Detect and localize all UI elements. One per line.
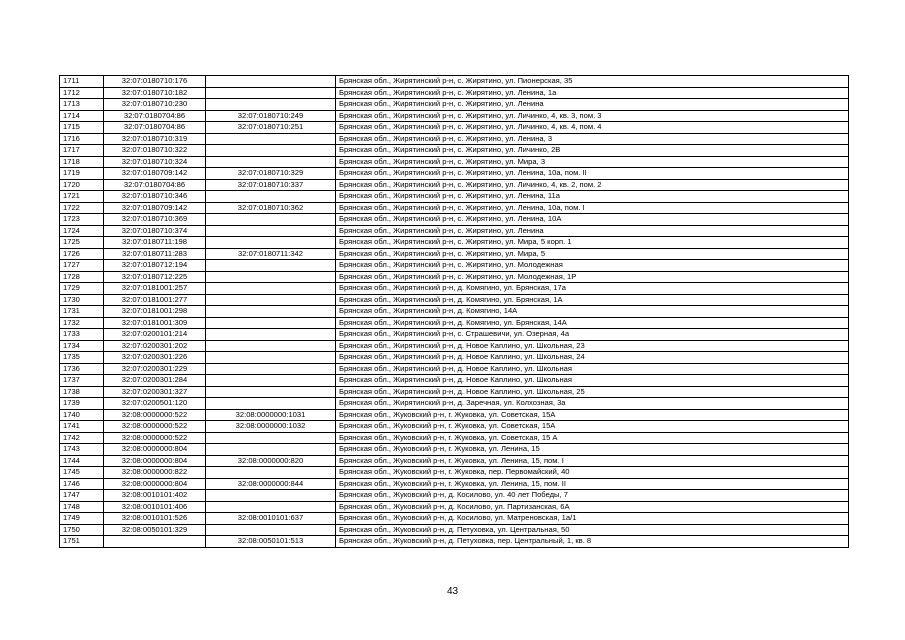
address-cell: Брянская обл., Жирятинский р-н, д. Новое Каплино, ул. Школьная [336,375,849,387]
cadastral-number-cell: 32:07:0180704:86 [104,179,206,191]
address-cell: Брянская обл., Жуковский р-н, д. Петуховка, ул. Центральная, 50 [336,524,849,536]
address-cell: Брянская обл., Жирятинский р-н, с. Жирятино, ул. Ленина [336,99,849,111]
premises-cadastral-number-cell [206,133,336,145]
premises-cadastral-number-cell [206,271,336,283]
row-number-cell: 1718 [60,156,104,168]
premises-cadastral-number-cell: 32:07:0180711:342 [206,248,336,260]
cadastral-number-cell: 32:07:0200301:202 [104,340,206,352]
table-row [60,283,849,295]
cadastral-number-cell: 32:07:0200301:229 [104,363,206,375]
row-number-cell: 1732 [60,317,104,329]
table-row [60,110,849,122]
premises-cadastral-number-cell [206,386,336,398]
cadastral-number-cell: 32:07:0180710:374 [104,225,206,237]
row-number-cell: 1720 [60,179,104,191]
cadastral-number-cell: 32:08:0010101:406 [104,501,206,513]
table-row [60,478,849,490]
cadastral-number-cell: 32:07:0180710:182 [104,87,206,99]
row-number-cell: 1711 [60,76,104,88]
premises-cadastral-number-cell [206,352,336,364]
address-cell: Брянская обл., Жирятинский р-н, с. Жирятино, ул. Ленина, 1а [336,87,849,99]
table-row [60,363,849,375]
row-number-cell: 1749 [60,513,104,525]
premises-cadastral-number-cell [206,363,336,375]
row-number-cell: 1746 [60,478,104,490]
cadastral-number-cell: 32:08:0050101:329 [104,524,206,536]
premises-cadastral-number-cell: 32:08:0010101:637 [206,513,336,525]
cadastral-number-cell: 32:07:0200101:214 [104,329,206,341]
cadastral-number-cell: 32:07:0180710:319 [104,133,206,145]
premises-cadastral-number-cell [206,76,336,88]
cadastral-number-cell: 32:08:0000000:822 [104,467,206,479]
premises-cadastral-number-cell [206,375,336,387]
address-cell: Брянская обл., Жуковский р-н, г. Жуковка, ул. Ленина, 15, пом. I [336,455,849,467]
cadastral-number-cell: 32:07:0180712:225 [104,271,206,283]
row-number-cell: 1723 [60,214,104,226]
address-cell: Брянская обл., Жирятинский р-н, д. Заречная, ул. Колхозная, 3а [336,398,849,410]
row-number-cell: 1737 [60,375,104,387]
address-cell: Брянская обл., Жуковский р-н, г. Жуковка, пер. Первомайский, 40 [336,467,849,479]
address-cell: Брянская обл., Жуковский р-н, д. Косилово, ул. 40 лет Победы, 7 [336,490,849,502]
cadastral-number-cell: 32:08:0000000:522 [104,409,206,421]
table-row [60,536,849,548]
cadastral-number-cell: 32:07:0180712:194 [104,260,206,272]
address-cell: Брянская обл., Жирятинский р-н, д. Комягино, ул. Брянская, 17а [336,283,849,295]
table-row [60,133,849,145]
row-number-cell: 1741 [60,421,104,433]
premises-cadastral-number-cell [206,444,336,456]
address-cell: Брянская обл., Жирятинский р-н, с. Жирятино, ул. Молодежная, 1Р [336,271,849,283]
address-cell: Брянская обл., Жирятинский р-н, с. Жирятино, ул. Молодежная [336,260,849,272]
table-row [60,214,849,226]
address-cell: Брянская обл., Жирятинский р-н, с. Жирятино, ул. Личинко, 2В [336,145,849,157]
table-row [60,340,849,352]
address-cell: Брянская обл., Жуковский р-н, г. Жуковка, ул. Ленина, 15, пом. II [336,478,849,490]
premises-cadastral-number-cell: 32:07:0180710:362 [206,202,336,214]
row-number-cell: 1725 [60,237,104,249]
table-row [60,145,849,157]
table-row [60,524,849,536]
address-cell: Брянская обл., Жуковский р-н, д. Косилово, ул. Партизанская, 6А [336,501,849,513]
table-row [60,122,849,134]
premises-cadastral-number-cell [206,490,336,502]
premises-cadastral-number-cell [206,398,336,410]
row-number-cell: 1721 [60,191,104,203]
table-row [60,202,849,214]
premises-cadastral-number-cell: 32:08:0000000:1032 [206,421,336,433]
row-number-cell: 1738 [60,386,104,398]
address-cell: Брянская обл., Жирятинский р-н, д. Комягино, 14А [336,306,849,318]
row-number-cell: 1733 [60,329,104,341]
premises-cadastral-number-cell [206,87,336,99]
row-number-cell: 1715 [60,122,104,134]
row-number-cell: 1730 [60,294,104,306]
row-number-cell: 1743 [60,444,104,456]
table-row [60,271,849,283]
premises-cadastral-number-cell [206,214,336,226]
address-cell: Брянская обл., Жирятинский р-н, д. Новое Каплино, ул. Школьная, 23 [336,340,849,352]
cadastral-number-cell: 32:07:0180710:230 [104,99,206,111]
row-number-cell: 1751 [60,536,104,548]
address-cell: Брянская обл., Жирятинский р-н, с. Жирятино, ул. Ленина, 10А [336,214,849,226]
address-cell: Брянская обл., Жирятинский р-н, с. Жирятино, ул. Ленина, 10а, пом. II [336,168,849,180]
address-cell: Брянская обл., Жирятинский р-н, с. Жирятино, ул. Ленина, 3 [336,133,849,145]
cadastral-number-cell: 32:07:0200301:226 [104,352,206,364]
cadastral-number-cell: 32:07:0180711:283 [104,248,206,260]
cadastral-number-cell: 32:07:0180710:176 [104,76,206,88]
premises-cadastral-number-cell [206,294,336,306]
address-cell: Брянская обл., Жирятинский р-н, с. Жирятино, ул. Пионерская, 35 [336,76,849,88]
table-row [60,329,849,341]
table-row [60,168,849,180]
row-number-cell: 1727 [60,260,104,272]
row-number-cell: 1714 [60,110,104,122]
table-row [60,444,849,456]
cadastral-number-cell: 32:07:0181001:298 [104,306,206,318]
table-row [60,179,849,191]
premises-cadastral-number-cell [206,260,336,272]
table-row [60,237,849,249]
cadastral-number-cell: 32:07:0181001:277 [104,294,206,306]
premises-cadastral-number-cell: 32:08:0000000:1031 [206,409,336,421]
premises-cadastral-number-cell [206,317,336,329]
row-number-cell: 1712 [60,87,104,99]
premises-cadastral-number-cell: 32:08:0000000:844 [206,478,336,490]
premises-cadastral-number-cell [206,524,336,536]
cadastral-number-cell: 32:07:0180711:198 [104,237,206,249]
cadastral-number-cell: 32:07:0180704:86 [104,110,206,122]
cadastral-number-cell [104,536,206,548]
row-number-cell: 1724 [60,225,104,237]
address-cell: Брянская обл., Жуковский р-н, д. Петуховка, пер. Центральный, 1, кв. 8 [336,536,849,548]
premises-cadastral-number-cell [206,191,336,203]
premises-cadastral-number-cell [206,99,336,111]
premises-cadastral-number-cell [206,467,336,479]
row-number-cell: 1735 [60,352,104,364]
table-row [60,156,849,168]
table-row [60,294,849,306]
table-row [60,375,849,387]
property-registry-table [59,75,849,548]
address-cell: Брянская обл., Жирятинский р-н, д. Комягино, ул. Брянская, 14А [336,317,849,329]
address-cell: Брянская обл., Жирятинский р-н, д. Комягино, ул. Брянская, 1А [336,294,849,306]
premises-cadastral-number-cell [206,145,336,157]
premises-cadastral-number-cell [206,306,336,318]
address-cell: Брянская обл., Жуковский р-н, г. Жуковка, ул. Ленина, 15 [336,444,849,456]
premises-cadastral-number-cell [206,501,336,513]
address-cell: Брянская обл., Жирятинский р-н, д. Новое Каплино, ул. Школьная [336,363,849,375]
address-cell: Брянская обл., Жирятинский р-н, с. Жирятино, ул. Мира, 3 [336,156,849,168]
table-row [60,513,849,525]
address-cell: Брянская обл., Жуковский р-н, д. Косилово, ул. Матреновская, 1а/1 [336,513,849,525]
cadastral-number-cell: 32:07:0180710:346 [104,191,206,203]
table-row [60,467,849,479]
address-cell: Брянская обл., Жирятинский р-н, с. Жирятино, ул. Мира, 5 [336,248,849,260]
address-cell: Брянская обл., Жирятинский р-н, с. Жирятино, ул. Личинко, 4, кв. 2, пом. 2 [336,179,849,191]
premises-cadastral-number-cell: 32:07:0180710:251 [206,122,336,134]
address-cell: Брянская обл., Жирятинский р-н, д. Новое Каплино, ул. Школьная, 25 [336,386,849,398]
premises-cadastral-number-cell [206,432,336,444]
table-row [60,421,849,433]
row-number-cell: 1717 [60,145,104,157]
premises-cadastral-number-cell [206,237,336,249]
premises-cadastral-number-cell [206,156,336,168]
page-number: 43 [446,586,459,597]
table-row [60,432,849,444]
address-cell: Брянская обл., Жирятинский р-н, д. Новое Каплино, ул. Школьная, 24 [336,352,849,364]
cadastral-number-cell: 32:08:0010101:402 [104,490,206,502]
address-cell: Брянская обл., Жирятинский р-н, с. Страшевичи, ул. Озерная, 4а [336,329,849,341]
premises-cadastral-number-cell [206,225,336,237]
table-row [60,76,849,88]
row-number-cell: 1719 [60,168,104,180]
cadastral-number-cell: 32:08:0000000:522 [104,432,206,444]
table-row [60,352,849,364]
row-number-cell: 1739 [60,398,104,410]
cadastral-number-cell: 32:07:0181001:309 [104,317,206,329]
row-number-cell: 1726 [60,248,104,260]
table-row [60,455,849,467]
table-row [60,248,849,260]
cadastral-number-cell: 32:08:0000000:804 [104,444,206,456]
premises-cadastral-number-cell [206,283,336,295]
cadastral-number-cell: 32:08:0000000:804 [104,478,206,490]
row-number-cell: 1747 [60,490,104,502]
row-number-cell: 1731 [60,306,104,318]
premises-cadastral-number-cell: 32:07:0180710:337 [206,179,336,191]
address-cell: Брянская обл., Жирятинский р-н, с. Жирятино, ул. Личинко, 4, кв. 3, пом. 3 [336,110,849,122]
row-number-cell: 1745 [60,467,104,479]
address-cell: Брянская обл., Жирятинский р-н, с. Жирятино, ул. Ленина, 10а, пом. I [336,202,849,214]
premises-cadastral-number-cell [206,340,336,352]
cadastral-number-cell: 32:07:0200501:120 [104,398,206,410]
table-row [60,306,849,318]
table-row [60,501,849,513]
row-number-cell: 1742 [60,432,104,444]
premises-cadastral-number-cell: 32:08:0000000:820 [206,455,336,467]
cadastral-number-cell: 32:08:0000000:522 [104,421,206,433]
table-row [60,386,849,398]
row-number-cell: 1729 [60,283,104,295]
row-number-cell: 1736 [60,363,104,375]
table-row [60,317,849,329]
row-number-cell: 1734 [60,340,104,352]
address-cell: Брянская обл., Жирятинский р-н, с. Жирятино, ул. Ленина [336,225,849,237]
table-row [60,225,849,237]
cadastral-number-cell: 32:07:0180709:142 [104,168,206,180]
row-number-cell: 1748 [60,501,104,513]
premises-cadastral-number-cell: 32:08:0050101:513 [206,536,336,548]
premises-cadastral-number-cell: 32:07:0180710:329 [206,168,336,180]
cadastral-number-cell: 32:07:0181001:257 [104,283,206,295]
address-cell: Брянская обл., Жирятинский р-н, с. Жирятино, ул. Мира, 5 корп. 1 [336,237,849,249]
premises-cadastral-number-cell: 32:07:0180710:249 [206,110,336,122]
row-number-cell: 1740 [60,409,104,421]
cadastral-number-cell: 32:07:0180710:324 [104,156,206,168]
premises-cadastral-number-cell [206,329,336,341]
row-number-cell: 1744 [60,455,104,467]
row-number-cell: 1713 [60,99,104,111]
row-number-cell: 1750 [60,524,104,536]
row-number-cell: 1728 [60,271,104,283]
address-cell: Брянская обл., Жирятинский р-н, с. Жирятино, ул. Личинко, 4, кв. 4, пом. 4 [336,122,849,134]
table-row [60,87,849,99]
table-row [60,99,849,111]
address-cell: Брянская обл., Жуковский р-н, г. Жуковка, ул. Советская, 15А [336,421,849,433]
address-cell: Брянская обл., Жирятинский р-н, с. Жирятино, ул. Ленина, 11а [336,191,849,203]
table-row [60,490,849,502]
cadastral-number-cell: 32:07:0180709:142 [104,202,206,214]
row-number-cell: 1716 [60,133,104,145]
table-row [60,260,849,272]
table-row [60,398,849,410]
registry-table-body [60,76,849,548]
cadastral-number-cell: 32:08:0010101:526 [104,513,206,525]
cadastral-number-cell: 32:07:0180710:322 [104,145,206,157]
cadastral-number-cell: 32:07:0180704:86 [104,122,206,134]
cadastral-number-cell: 32:07:0180710:369 [104,214,206,226]
address-cell: Брянская обл., Жуковский р-н, г. Жуковка, ул. Советская, 15А [336,409,849,421]
address-cell: Брянская обл., Жуковский р-н, г. Жуковка, ул. Советская, 15 А [336,432,849,444]
cadastral-number-cell: 32:08:0000000:804 [104,455,206,467]
cadastral-number-cell: 32:07:0200301:327 [104,386,206,398]
table-row [60,409,849,421]
row-number-cell: 1722 [60,202,104,214]
cadastral-number-cell: 32:07:0200301:284 [104,375,206,387]
table-row [60,191,849,203]
